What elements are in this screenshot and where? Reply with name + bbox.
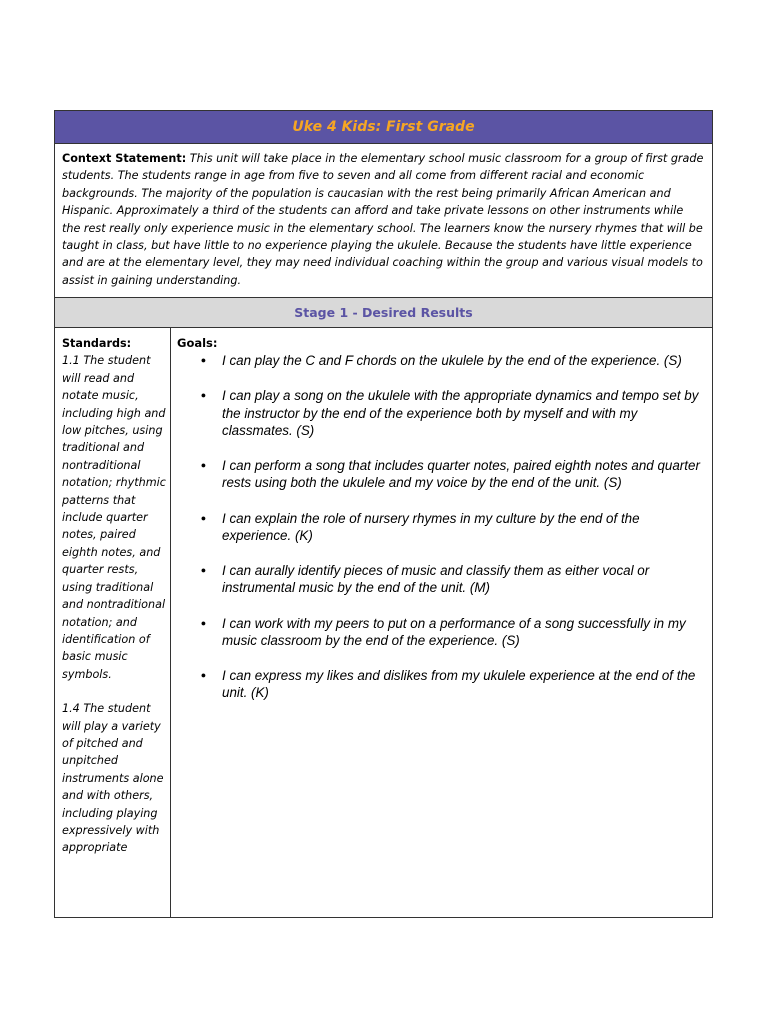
unit-title: Uke 4 Kids: First Grade	[292, 119, 475, 135]
bullet-icon: ●	[200, 460, 207, 470]
goals-cell	[171, 328, 712, 917]
context-label: Context Statement:	[62, 152, 187, 165]
standard-item: 1.1 The student will read and notate music, including high and low pitches, using traditional and nontraditional notation; rhythmic patterns that include quarter notes, paired eighth notes, and quarter rests, using traditional and nontraditional notation; and identification of basic music symbols.	[62, 354, 166, 681]
goal-item	[177, 615, 704, 650]
title-row	[55, 111, 712, 144]
bullet-icon: ●	[200, 390, 207, 401]
goals-heading: Goals:	[177, 336, 218, 350]
goal-item	[177, 667, 704, 702]
goal-item	[177, 562, 704, 597]
bullet-icon: ●	[200, 565, 207, 575]
standards-heading: Standards:	[62, 337, 132, 350]
goal-text: I can aurally identify pieces of music and classify them as either vocal or instrumental music by the end of the unit. (M)	[222, 563, 650, 596]
standards-cell	[55, 328, 171, 917]
stage-header-row	[55, 298, 712, 328]
standard-spacer	[62, 683, 166, 700]
bullet-icon: ●	[200, 617, 207, 628]
goal-item	[177, 510, 704, 545]
goal-text: I can play a song on the ukulele with the appropriate dynamics and tempo set by the instructor by the end of the experience both by myself and with my classmates. (S)	[222, 388, 699, 438]
bullet-icon: ●	[200, 670, 207, 680]
goal-text: I can perform a song that includes quarter notes, paired eighth notes and quarter rests using both the ukulele and my voice by the end of the unit. (S)	[222, 458, 700, 491]
goal-item	[177, 457, 704, 492]
results-row	[55, 328, 712, 917]
goal-text: I can express my likes and dislikes from my ukulele experience at the end of the unit. (K)	[222, 668, 696, 701]
standard-item: 1.4 The student will play a variety of pitched and unpitched instruments alone and with others, including playing expressively with appropriate	[62, 702, 164, 855]
unit-plan-table	[54, 110, 713, 918]
goals-list	[177, 352, 704, 702]
goal-text: I can work with my peers to put on a performance of a song successfully in my music classroom by the end of the experience. (S)	[222, 615, 686, 648]
bullet-icon: ●	[200, 355, 207, 365]
goal-text: I can play the C and F chords on the ukulele by the end of the experience. (S)	[222, 353, 682, 368]
bullet-icon: ●	[200, 512, 207, 523]
goal-item	[177, 352, 704, 369]
context-statement	[55, 144, 712, 298]
stage-title: Stage 1 - Desired Results	[294, 305, 473, 320]
goal-text: I can explain the role of nursery rhymes in my culture by the end of the experience. (K)	[222, 510, 640, 543]
goal-item	[177, 387, 704, 439]
context-body: This unit will take place in the elementary school music classroom for a group of first grade students. The students range in age from five to seven and all come from different racial and economic backgrounds. The majority of the population is caucasian with the rest being primarily African American and Hispanic. Approximately a third of the students can afford and take private lessons on other instruments while the rest really only experience music in the elementary school. The learners know the nursery rhymes that will be taught in class, but have little to no experience playing the ukulele. Because the students have little experience and are at the elementary level, they may need individual coaching within the group and various visual models to assist in gaining understanding.	[62, 152, 704, 287]
